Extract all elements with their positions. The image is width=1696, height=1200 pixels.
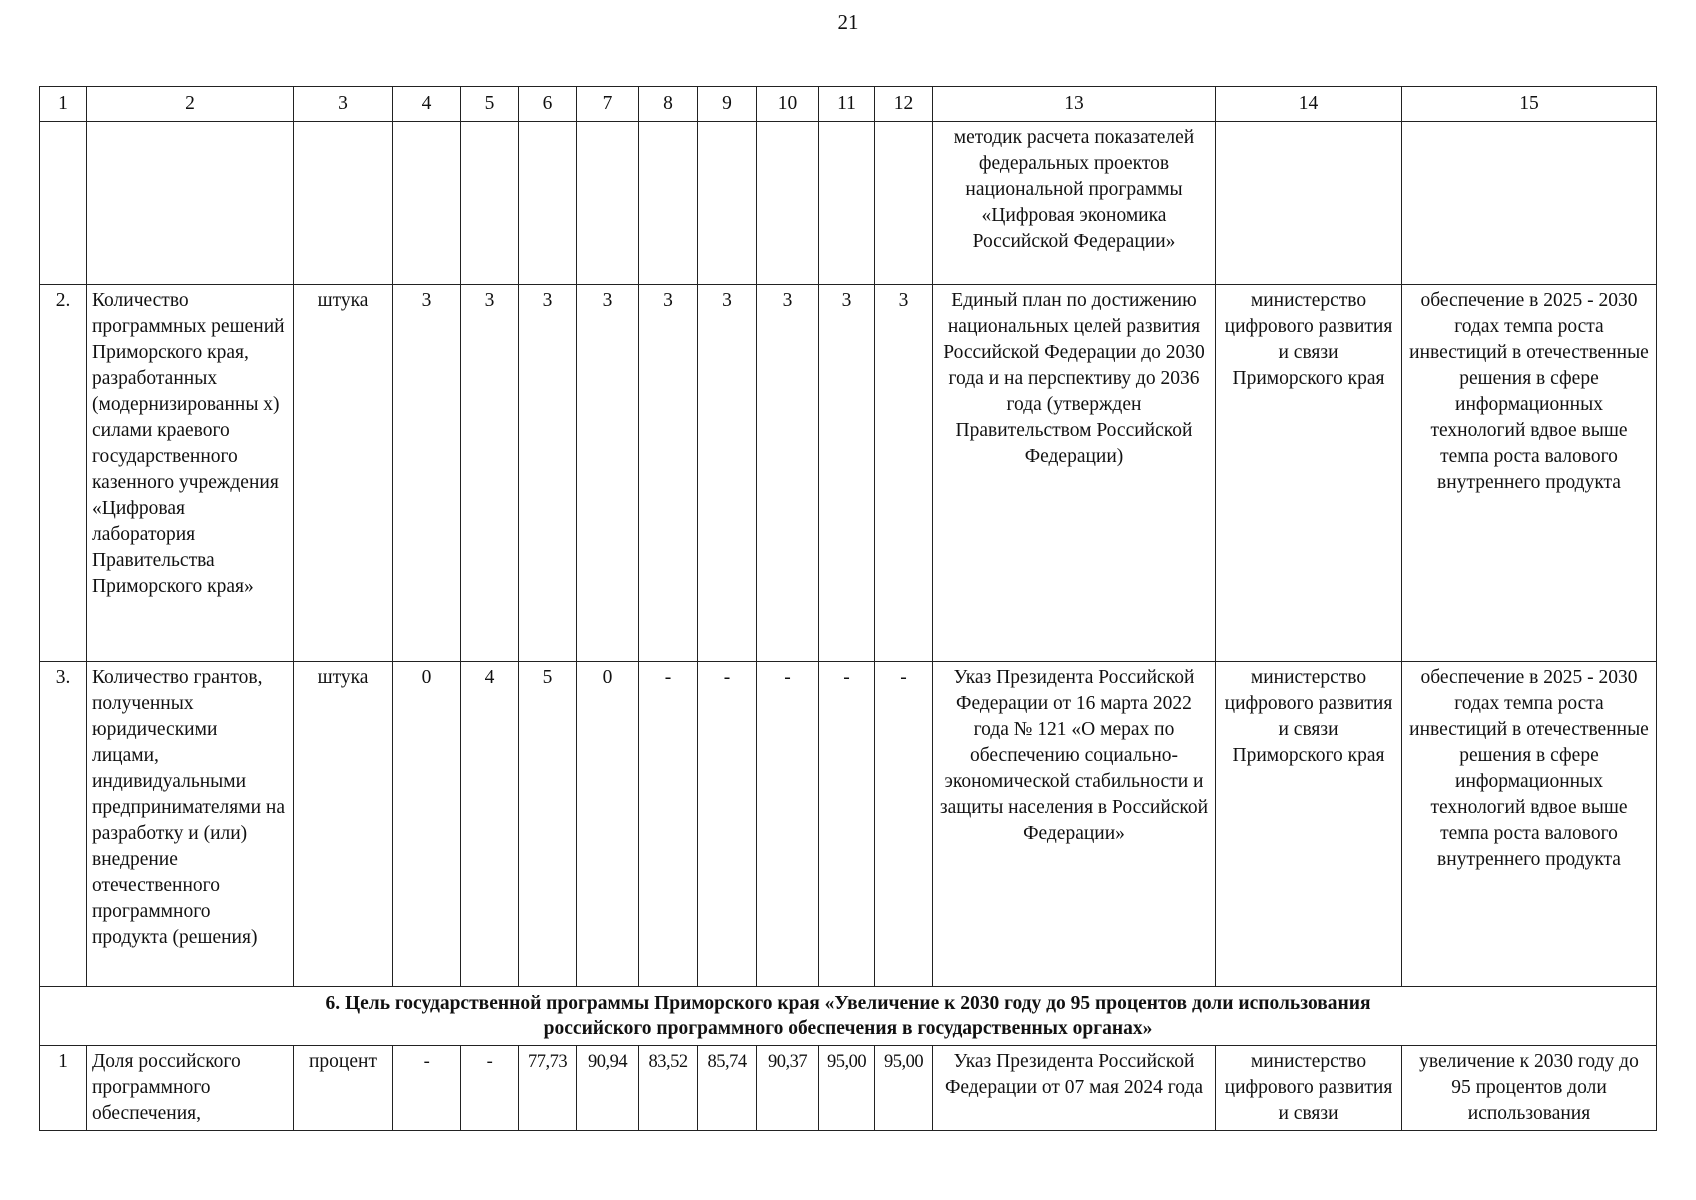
value-cell: - [393, 1046, 461, 1131]
header-cell: 6 [519, 87, 577, 122]
value-cell: 3 [757, 285, 819, 662]
indicator-name: Количество программных решений Приморского края, разработанных (модернизированны х) силами краевого государственного казенного учреждения «Цифровая лаборатория Правительства Приморского края» [87, 285, 294, 662]
value-cell: 77,73 [519, 1046, 577, 1131]
page-number: 21 [837, 10, 859, 34]
header-cell: 10 [757, 87, 819, 122]
indicator-name: Доля российского программного обеспечения, [87, 1046, 294, 1131]
table-row [40, 1046, 1657, 1131]
column-number-row [40, 87, 1657, 122]
value-cell: 95,00 [819, 1046, 875, 1131]
value-cell: 3 [519, 285, 577, 662]
document-cell: Указ Президента Российской Федерации от 16 марта 2022 года № 121 «О мерах по обеспечению социально-экономической стабильности и защиты населения в Российской Федерации» [933, 662, 1216, 987]
value-cell: 4 [461, 662, 519, 987]
empty-cell [577, 122, 639, 285]
empty-cell [519, 122, 577, 285]
indicators-table [39, 86, 1657, 1131]
empty-cell [393, 122, 461, 285]
responsible-cell: министерство цифрового развития и связи [1216, 1046, 1402, 1131]
continuation-row [40, 122, 1657, 285]
document-cell: Указ Президента Российской Федерации от 07 мая 2024 года [933, 1046, 1216, 1131]
goal-row [40, 987, 1657, 1046]
value-cell: 3 [461, 285, 519, 662]
header-cell: 4 [393, 87, 461, 122]
unit-cell: процент [294, 1046, 393, 1131]
table-row [40, 662, 1657, 987]
row-number: 2. [40, 285, 87, 662]
value-cell: 3 [577, 285, 639, 662]
empty-cell [461, 122, 519, 285]
value-cell: - [875, 662, 933, 987]
link-cell: обеспечение в 2025 - 2030 годах темпа роста инвестиций в отечественные решения в сфере информационных технологий вдвое выше темпа роста валового внутреннего продукта [1402, 662, 1657, 987]
value-cell: 83,52 [639, 1046, 698, 1131]
document-cell: Единый план по достижению национальных целей развития Российской Федерации до 2030 года и на перспективу до 2036 года (утвержден Правительством Российской Федерации) [933, 285, 1216, 662]
header-cell: 3 [294, 87, 393, 122]
value-cell: 0 [393, 662, 461, 987]
header-cell: 15 [1402, 87, 1657, 122]
header-cell: 11 [819, 87, 875, 122]
responsible-cell: министерство цифрового развития и связи Приморского края [1216, 285, 1402, 662]
indicator-name: Количество грантов, полученных юридическими лицами, индивидуальными предпринимателями на разработку и (или) внедрение отечественного программного продукта (решения) [87, 662, 294, 987]
header-cell: 8 [639, 87, 698, 122]
unit-cell: штука [294, 662, 393, 987]
value-cell: 95,00 [875, 1046, 933, 1131]
empty-cell [40, 122, 87, 285]
value-cell: 3 [393, 285, 461, 662]
header-cell: 2 [87, 87, 294, 122]
value-cell: - [639, 662, 698, 987]
value-cell: 3 [875, 285, 933, 662]
header-cell: 1 [40, 87, 87, 122]
empty-cell [698, 122, 757, 285]
goal-heading-line: российского программного обеспечения в государственных органах» [543, 1018, 1153, 1039]
responsible-cell: министерство цифрового развития и связи Приморского края [1216, 662, 1402, 987]
value-cell: 90,37 [757, 1046, 819, 1131]
empty-cell [87, 122, 294, 285]
empty-cell [639, 122, 698, 285]
table-row [40, 285, 1657, 662]
value-cell: 85,74 [698, 1046, 757, 1131]
row-number: 3. [40, 662, 87, 987]
goal-heading [40, 987, 1657, 1046]
document-cell: методик расчета показателей федеральных проектов национальной программы «Цифровая экономика Российской Федерации» [933, 122, 1216, 285]
value-cell: - [819, 662, 875, 987]
value-cell: 3 [819, 285, 875, 662]
empty-cell [294, 122, 393, 285]
goal-heading-line: 6. Цель государственной программы Приморского края «Увеличение к 2030 году до 95 процентов доли использования [325, 993, 1371, 1014]
header-cell: 7 [577, 87, 639, 122]
empty-cell [875, 122, 933, 285]
value-cell: 0 [577, 662, 639, 987]
value-cell: - [698, 662, 757, 987]
header-cell: 9 [698, 87, 757, 122]
empty-cell [757, 122, 819, 285]
value-cell: 3 [639, 285, 698, 662]
link-cell: увеличение к 2030 году до 95 процентов доли использования [1402, 1046, 1657, 1131]
empty-cell [1216, 122, 1402, 285]
header-cell: 12 [875, 87, 933, 122]
empty-cell [819, 122, 875, 285]
value-cell: - [757, 662, 819, 987]
unit-cell: штука [294, 285, 393, 662]
header-cell: 14 [1216, 87, 1402, 122]
header-cell: 5 [461, 87, 519, 122]
header-cell: 13 [933, 87, 1216, 122]
value-cell: 3 [698, 285, 757, 662]
value-cell: - [461, 1046, 519, 1131]
empty-cell [1402, 122, 1657, 285]
value-cell: 90,94 [577, 1046, 639, 1131]
value-cell: 5 [519, 662, 577, 987]
row-number: 1 [40, 1046, 87, 1131]
link-cell: обеспечение в 2025 - 2030 годах темпа роста инвестиций в отечественные решения в сфере информационных технологий вдвое выше темпа роста валового внутреннего продукта [1402, 285, 1657, 662]
